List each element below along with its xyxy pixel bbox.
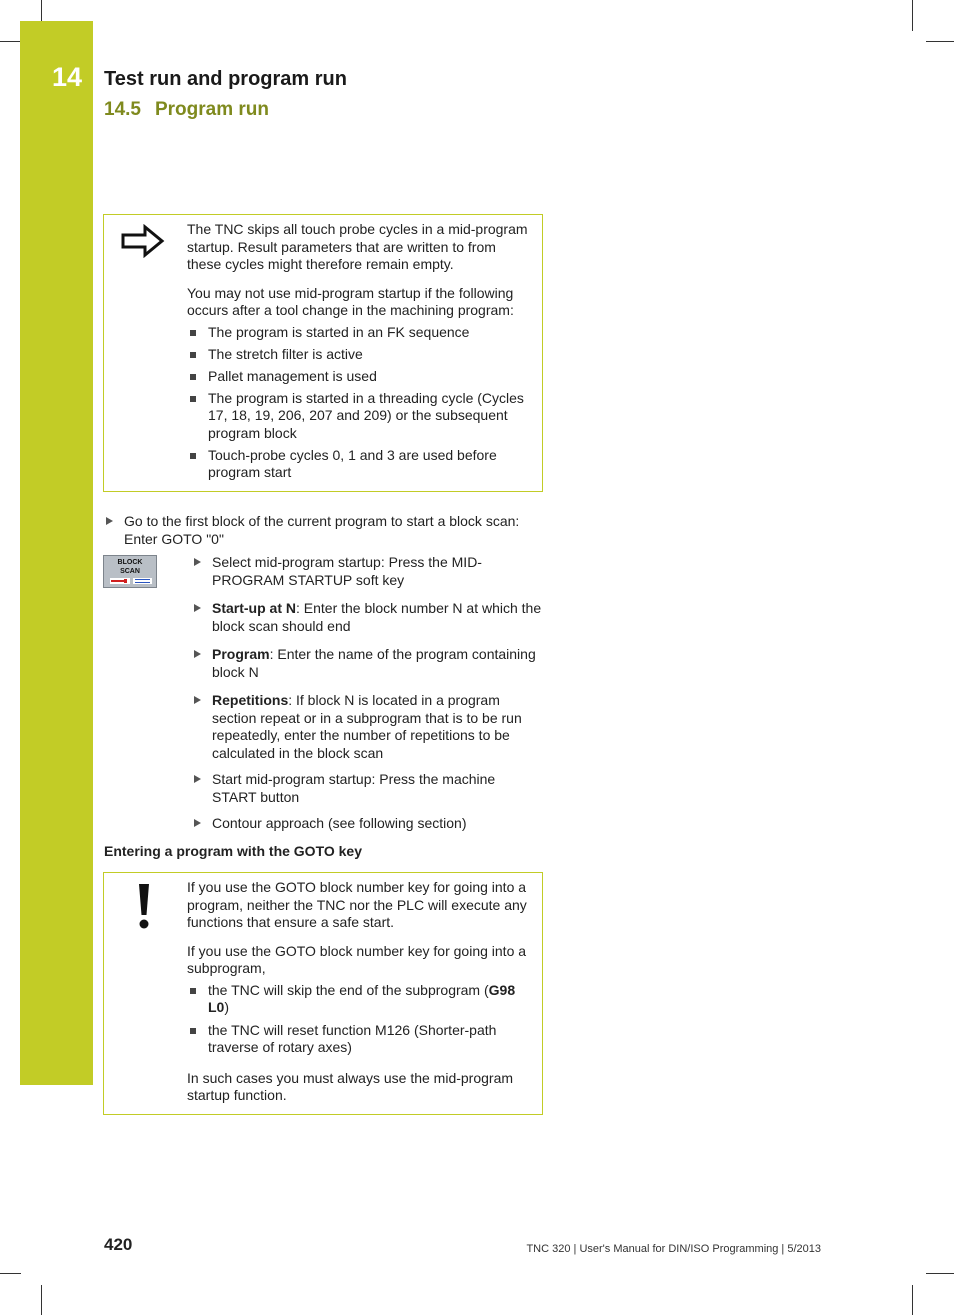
step-select-startup: Select mid-program startup: Press the MID-PROGRAM STARTUP soft key [192, 554, 542, 589]
list-item: The program is started in an FK sequence [187, 324, 534, 342]
step-contour-approach: Contour approach (see following section) [192, 815, 542, 833]
list-item: Touch-probe cycles 0, 1 and 3 are used before program start [187, 447, 534, 482]
step-arrow-icon [194, 696, 201, 704]
chapter-title: Test run and program run [104, 68, 347, 90]
chapter-band [20, 21, 93, 1085]
warning-para-2: If you use the GOTO block number key for going into a subprogram, [187, 942, 527, 976]
section-number: 14.5 [104, 99, 141, 120]
steps-list [192, 554, 542, 833]
step-startup-at-n: Start-up at N: Enter the block number N at which the block scan should end [192, 600, 542, 635]
subheading: Entering a program with the GOTO key [104, 843, 363, 859]
footer-text: TNC 320 | User's Manual for DIN/ISO Programming | 5/2013 [526, 1243, 821, 1255]
crop-mark [41, 1285, 42, 1315]
step-intro: Go to the first block of the current program to start a block scan: Enter GOTO "0" [104, 513, 544, 548]
section-title [104, 99, 269, 121]
warning-box [103, 872, 543, 1115]
step-arrow-icon [194, 558, 201, 566]
list-item: The program is started in a threading cycle (Cycles 17, 18, 19, 206, 207 and 209) or the subsequent program block [187, 390, 534, 443]
block-scan-softkey[interactable] [103, 555, 157, 588]
warning-list [187, 982, 534, 1057]
softkey-label-2: SCAN [120, 568, 140, 575]
note-para-1: The TNC skips all touch probe cycles in a mid-program startup. Result parameters that are written to from these cycles might therefore remain empty. [187, 221, 528, 272]
crop-mark [926, 1273, 954, 1274]
warning-para-3: In such cases you must always use the mid-program startup function. [187, 1069, 514, 1103]
step-arrow-icon [194, 775, 201, 783]
section-name: Program run [154, 99, 270, 120]
step-arrow-icon [106, 517, 113, 525]
page-number: 420 [104, 1235, 133, 1254]
chapter-number: 14 [52, 62, 83, 92]
list-item: the TNC will skip the end of the subprogram (G98 L0) [187, 982, 534, 1017]
exclamation-icon [134, 882, 154, 930]
crop-mark [912, 1285, 913, 1315]
step-start-button: Start mid-program startup: Press the machine START button [192, 771, 542, 806]
step-arrow-icon [194, 819, 201, 827]
warning-para-1: If you use the GOTO block number key for going into a program, neither the TNC nor the PLC will execute any functions that ensure a safe start. [187, 879, 527, 930]
softkey-label-1: BLOCK [117, 559, 143, 566]
step-program: Program: Enter the name of the program containing block N [192, 646, 542, 681]
block-scan-icon [110, 578, 152, 584]
crop-mark [0, 1273, 21, 1274]
note-box [103, 214, 543, 492]
list-item: The stretch filter is active [187, 346, 534, 364]
step-intro-block [104, 513, 544, 548]
crop-mark [912, 0, 913, 31]
crop-mark [0, 41, 21, 42]
step-arrow-icon [194, 604, 201, 612]
crop-mark [41, 0, 42, 21]
list-item: Pallet management is used [187, 368, 534, 386]
step-arrow-icon [194, 650, 201, 658]
warning-box-side [104, 873, 186, 1114]
arrow-right-icon [121, 224, 165, 258]
crop-mark [926, 41, 954, 42]
list-item: the TNC will reset function M126 (Shorter-path traverse of rotary axes) [187, 1022, 534, 1057]
note-para-2: You may not use mid-program startup if the following occurs after a tool change in the machining program: [187, 284, 514, 318]
note-list [187, 324, 534, 482]
step-repetitions: Repetitions: If block N is located in a program section repeat or in a subprogram that is to be run repeatedly, enter the number of repetitions to be calculated in the block scan [192, 692, 542, 762]
note-box-side [104, 215, 186, 491]
